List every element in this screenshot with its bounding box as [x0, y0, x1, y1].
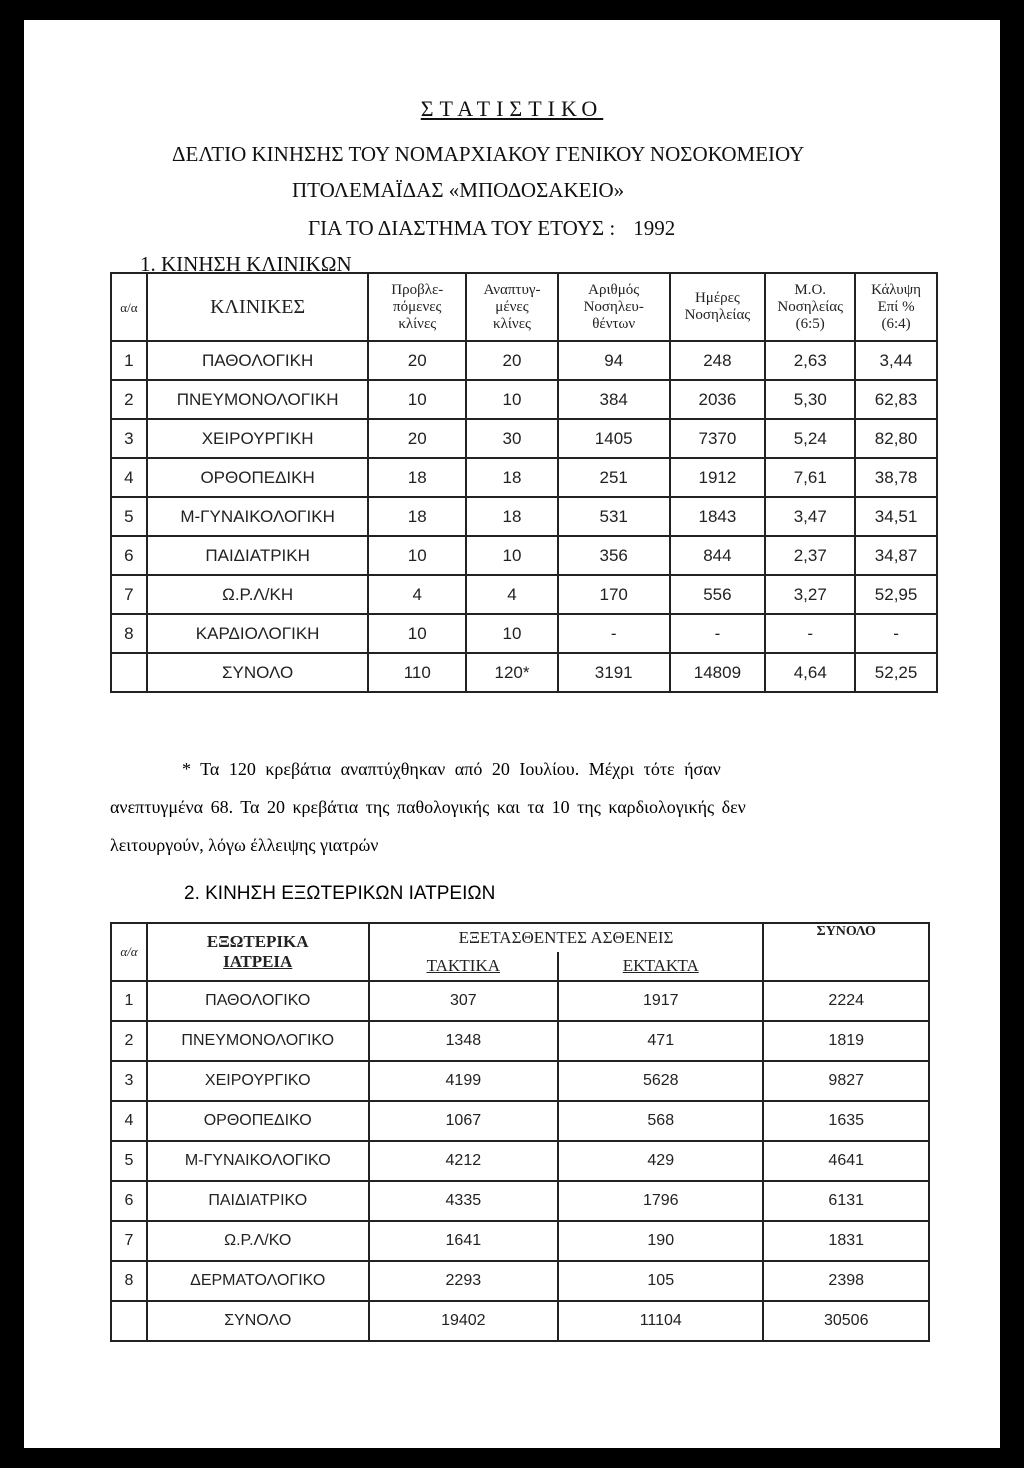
cell-avg: 7,61: [765, 458, 855, 497]
cell-name: ΠΝΕΥΜΟΝΟΛΟΓΙΚΟ: [147, 1021, 369, 1061]
cell-days: 1912: [670, 458, 766, 497]
cell-no: 3: [111, 1061, 147, 1101]
cell-avg: 2,37: [765, 536, 855, 575]
header-line-2: ΠΤΟΛΕΜΑΪΔΑΣ «ΜΠΟΔΟΣΑΚΕΙΟ»: [292, 178, 625, 202]
header-patients: Αριθμός Νοσηλευ- θέντων: [558, 273, 670, 341]
outpatient-total-row: [111, 1301, 929, 1341]
cell-name: ΠΑΙΔΙΑΤΡΙΚΗ: [147, 536, 369, 575]
outpatient-header-row: [111, 923, 929, 952]
clinic-row: [111, 458, 937, 497]
header-outpatient-clinics: ΕΞΩΤΕΡΙΚΑ ΙΑΤΡΕΙΑ: [147, 923, 369, 981]
cell-developed: 18: [466, 458, 558, 497]
clinics-table: [110, 272, 938, 693]
cell-emergency: 471: [558, 1021, 763, 1061]
cell-planned: 10: [368, 614, 466, 653]
cell-days: 844: [670, 536, 766, 575]
cell-name: ΟΡΘΟΠΕΔΙΚΗ: [147, 458, 369, 497]
cell-patients: 356: [558, 536, 670, 575]
header-line-1: ΔΕΛΤΙΟ ΚΙΝΗΣΗΣ ΤΟΥ ΝΟΜΑΡΧΙΑΚΟΥ ΓΕΝΙΚΟΥ ΝΟΣΟΚΟΜΕΙΟΥ: [172, 142, 805, 166]
cell-emergency: 1796: [558, 1181, 763, 1221]
period-label: ΓΙΑ ΤΟ ΔΙΑΣΤΗΜΑ ΤΟΥ ΕΤΟΥΣ :: [308, 216, 616, 240]
cell-name: ΚΑΡΔΙΟΛΟΓΙΚΗ: [147, 614, 369, 653]
cell-total: 2398: [763, 1261, 929, 1301]
total-coverage: 52,25: [855, 653, 937, 692]
cell-name: Ω.Ρ.Λ/ΚΟ: [147, 1221, 369, 1261]
cell-days: 248: [670, 341, 766, 380]
cell-patients: 251: [558, 458, 670, 497]
cell-no: 1: [111, 981, 147, 1021]
cell-regular: 4335: [369, 1181, 558, 1221]
cell-no: 8: [111, 614, 147, 653]
cell-planned: 18: [368, 458, 466, 497]
header-clinics: ΚΛΙΝΙΚΕΣ: [147, 273, 369, 341]
header-days: Ημέρες Νοσηλείας: [670, 273, 766, 341]
cell-regular: 1641: [369, 1221, 558, 1261]
total-days: 14809: [670, 653, 766, 692]
outpatient-row: [111, 1061, 929, 1101]
cell-developed: 30: [466, 419, 558, 458]
outpatient-row: [111, 981, 929, 1021]
cell-total: 9827: [763, 1061, 929, 1101]
cell-total: 1819: [763, 1021, 929, 1061]
cell-days: 2036: [670, 380, 766, 419]
cell-days: 556: [670, 575, 766, 614]
cell-no: 4: [111, 458, 147, 497]
total-no: [111, 653, 147, 692]
header-regular: ΤΑΚΤΙΚΑ: [369, 952, 558, 981]
header-aa: α/α: [111, 273, 147, 341]
cell-emergency: 568: [558, 1101, 763, 1141]
cell-patients: 384: [558, 380, 670, 419]
total-avg: 4,64: [765, 653, 855, 692]
header-avg-stay: Μ.Ο. Νοσηλείας (6:5): [765, 273, 855, 341]
year: 1992: [633, 216, 676, 240]
clinic-row: [111, 497, 937, 536]
cell-days: 1843: [670, 497, 766, 536]
cell-no: 5: [111, 1141, 147, 1181]
cell-emergency: 105: [558, 1261, 763, 1301]
cell-no: 6: [111, 536, 147, 575]
cell-name: ΧΕΙΡΟΥΡΓΙΚΟ: [147, 1061, 369, 1101]
cell-emergency: 190: [558, 1221, 763, 1261]
cell-planned: 10: [368, 536, 466, 575]
cell-patients: 531: [558, 497, 670, 536]
footnote: [110, 750, 930, 864]
cell-no: 8: [111, 1261, 147, 1301]
cell-name: ΠΑΘΟΛΟΓΙΚΗ: [147, 341, 369, 380]
cell-emergency: 429: [558, 1141, 763, 1181]
cell-name: ΔΕΡΜΑΤΟΛΟΓΙΚΟ: [147, 1261, 369, 1301]
header-coverage: Κάλυψη Επί % (6:4): [855, 273, 937, 341]
cell-no: 6: [111, 1181, 147, 1221]
outpatient-row: [111, 1261, 929, 1301]
cell-developed: 10: [466, 380, 558, 419]
section-2-title: 2. ΚΙΝΗΣΗ ΕΞΩΤΕΡΙΚΩΝ ΙΑΤΡΕΙΩΝ: [184, 883, 496, 904]
cell-developed: 20: [466, 341, 558, 380]
header-aa-2: α/α: [111, 923, 147, 981]
header-developed-beds: Αναπτυγ- μένες κλίνες: [466, 273, 558, 341]
cell-no: 3: [111, 419, 147, 458]
cell-name: ΠΑΙΔΙΑΤΡΙΚΟ: [147, 1181, 369, 1221]
header-planned-beds: Προβλε- πόμενες κλίνες: [368, 273, 466, 341]
total-emergency: 11104: [558, 1301, 763, 1341]
cell-avg: -: [765, 614, 855, 653]
total-no: [111, 1301, 147, 1341]
cell-coverage: 34,87: [855, 536, 937, 575]
total-name: ΣΥΝΟΛΟ: [147, 1301, 369, 1341]
section-1-title: 1. ΚΙΝΗΣΗ ΚΛΙΝΙΚΩΝ: [140, 252, 352, 276]
cell-developed: 10: [466, 536, 558, 575]
cell-coverage: -: [855, 614, 937, 653]
cell-no: 2: [111, 1021, 147, 1061]
cell-coverage: 62,83: [855, 380, 937, 419]
outpatient-table: [110, 922, 930, 1342]
cell-name: ΠΝΕΥΜΟΝΟΛΟΓΙΚΗ: [147, 380, 369, 419]
cell-no: 1: [111, 341, 147, 380]
outpatient-row: [111, 1221, 929, 1261]
header-examined-patients: ΕΞΕΤΑΣΘΕΝΤΕΣ ΑΣΘΕΝΕΙΣ: [369, 923, 764, 952]
cell-developed: 4: [466, 575, 558, 614]
footnote-line-2: ανεπτυγμένα 68. Τα 20 κρεβάτια της παθολογικής και τα 10 της καρδιολογικής δεν: [110, 797, 746, 817]
cell-coverage: 34,51: [855, 497, 937, 536]
cell-regular: 307: [369, 981, 558, 1021]
header-total: ΣΥΝΟΛΟ: [763, 923, 929, 981]
clinic-row: [111, 614, 937, 653]
total-developed: 120*: [466, 653, 558, 692]
outpatient-row: [111, 1141, 929, 1181]
footnote-line-1: * Τα 120 κρεβάτια αναπτύχθηκαν από 20 Ιουλίου. Μέχρι τότε ήσαν: [182, 759, 721, 779]
cell-no: 2: [111, 380, 147, 419]
clinics-header-row: [111, 273, 937, 341]
clinic-row: [111, 419, 937, 458]
cell-regular: 1067: [369, 1101, 558, 1141]
cell-no: 4: [111, 1101, 147, 1141]
outpatient-row: [111, 1021, 929, 1061]
cell-planned: 4: [368, 575, 466, 614]
document-title: ΣΤΑΤΙΣΤΙΚΟ: [420, 96, 604, 121]
cell-patients: 170: [558, 575, 670, 614]
cell-developed: 10: [466, 614, 558, 653]
cell-emergency: 5628: [558, 1061, 763, 1101]
cell-regular: 4199: [369, 1061, 558, 1101]
total-patients: 3191: [558, 653, 670, 692]
cell-name: Μ-ΓΥΝΑΙΚΟΛΟΓΙΚΗ: [147, 497, 369, 536]
cell-regular: 1348: [369, 1021, 558, 1061]
cell-days: 7370: [670, 419, 766, 458]
cell-emergency: 1917: [558, 981, 763, 1021]
cell-total: 4641: [763, 1141, 929, 1181]
cell-name: ΟΡΘΟΠΕΔΙΚΟ: [147, 1101, 369, 1141]
cell-avg: 3,47: [765, 497, 855, 536]
cell-regular: 2293: [369, 1261, 558, 1301]
total-total: 30506: [763, 1301, 929, 1341]
outpatient-row: [111, 1101, 929, 1141]
cell-coverage: 82,80: [855, 419, 937, 458]
cell-planned: 20: [368, 419, 466, 458]
cell-no: 5: [111, 497, 147, 536]
cell-planned: 20: [368, 341, 466, 380]
cell-patients: -: [558, 614, 670, 653]
footnote-line-3: λειτουργούν, λόγω έλλειψης γιατρών: [110, 835, 379, 855]
cell-avg: 2,63: [765, 341, 855, 380]
cell-name: Μ-ΓΥΝΑΙΚΟΛΟΓΙΚΟ: [147, 1141, 369, 1181]
cell-patients: 1405: [558, 419, 670, 458]
cell-developed: 18: [466, 497, 558, 536]
clinic-row: [111, 575, 937, 614]
total-name: ΣΥΝΟΛΟ: [147, 653, 369, 692]
cell-avg: 5,30: [765, 380, 855, 419]
cell-regular: 4212: [369, 1141, 558, 1181]
total-regular: 19402: [369, 1301, 558, 1341]
cell-name: ΧΕΙΡΟΥΡΓΙΚΗ: [147, 419, 369, 458]
cell-no: 7: [111, 1221, 147, 1261]
clinic-row: [111, 536, 937, 575]
cell-planned: 18: [368, 497, 466, 536]
cell-total: 6131: [763, 1181, 929, 1221]
cell-total: 2224: [763, 981, 929, 1021]
cell-coverage: 52,95: [855, 575, 937, 614]
header-emergency: ΕΚΤΑΚΤΑ: [558, 952, 763, 981]
header-line-3: [308, 216, 675, 241]
cell-coverage: 38,78: [855, 458, 937, 497]
total-planned: 110: [368, 653, 466, 692]
cell-no: 7: [111, 575, 147, 614]
cell-total: 1635: [763, 1101, 929, 1141]
clinic-row: [111, 341, 937, 380]
cell-planned: 10: [368, 380, 466, 419]
cell-avg: 5,24: [765, 419, 855, 458]
cell-coverage: 3,44: [855, 341, 937, 380]
outpatient-row: [111, 1181, 929, 1221]
cell-avg: 3,27: [765, 575, 855, 614]
clinic-row: [111, 380, 937, 419]
cell-name: ΠΑΘΟΛΟΓΙΚΟ: [147, 981, 369, 1021]
cell-patients: 94: [558, 341, 670, 380]
cell-name: Ω.Ρ.Λ/ΚΗ: [147, 575, 369, 614]
cell-days: -: [670, 614, 766, 653]
cell-total: 1831: [763, 1221, 929, 1261]
clinic-total-row: [111, 653, 937, 692]
